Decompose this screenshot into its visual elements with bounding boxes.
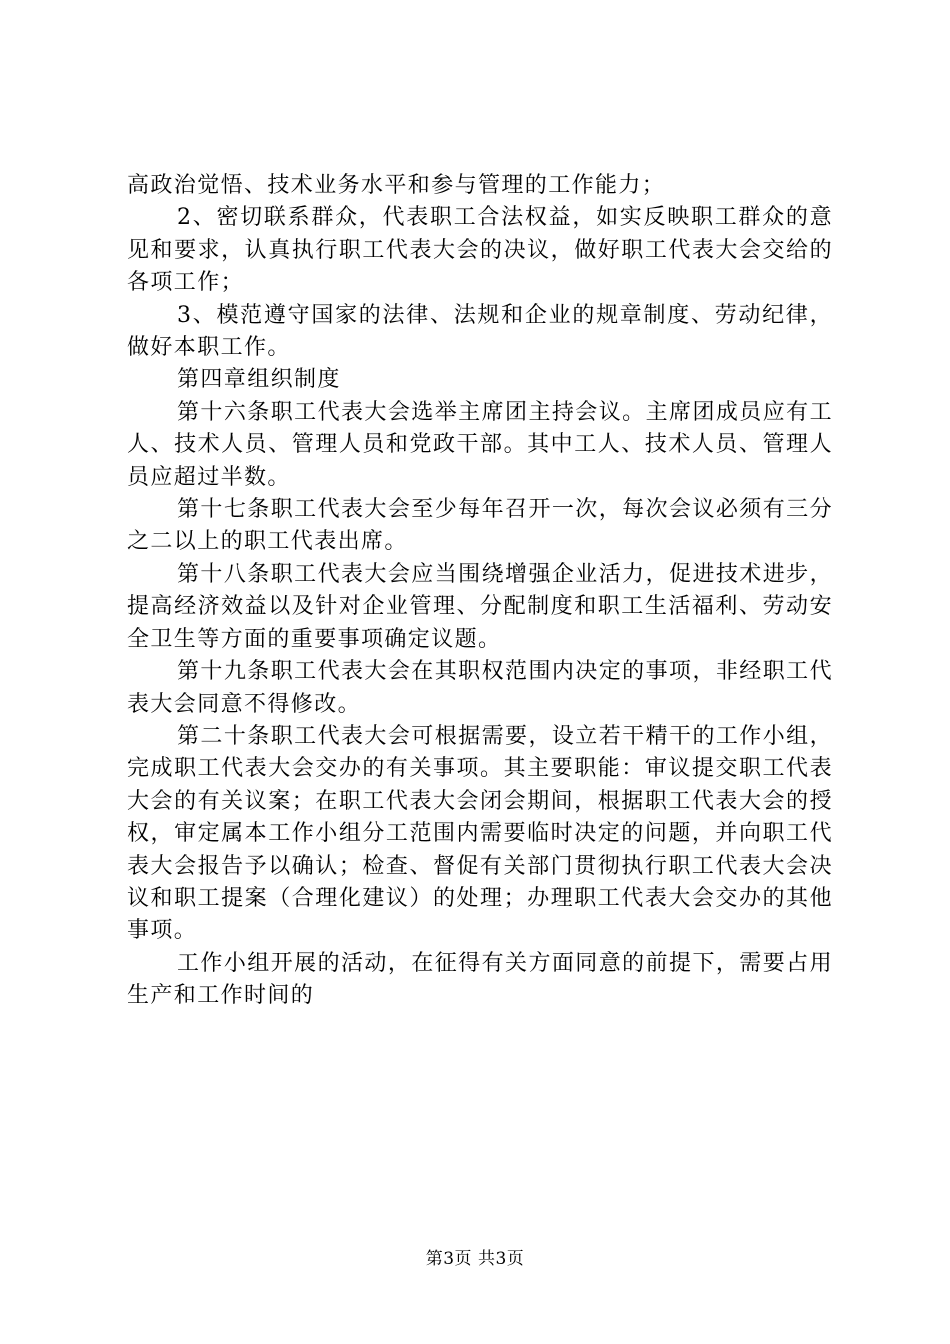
paragraph-continuation: 高政治觉悟、技术业务水平和参与管理的工作能力； [127, 173, 666, 198]
page-footer [0, 1244, 950, 1269]
article-16: 第十六条职工代表大会选举主席团主持会议。主席团成员应有工人、技术人员、管理人员和党政干部。其中工人、技术人员、管理人员应超过半数。 [127, 399, 833, 490]
paragraph-working-group: 工作小组开展的活动，在征得有关方面同意的前提下，需要占用生产和工作时间的 [127, 950, 833, 1009]
document-body [127, 170, 833, 1013]
page-number: 第3页 共3页 [425, 1249, 525, 1269]
article-19: 第十九条职工代表大会在其职权范围内决定的事项，非经职工代表大会同意不得修改。 [127, 659, 833, 717]
article-18: 第十八条职工代表大会应当围绕增强企业活力，促进技术进步，提高经济效益以及针对企业管理、分配制度和职工生活福利、劳动安全卫生等方面的重要事项确定议题。 [127, 561, 833, 652]
article-17: 第十七条职工代表大会至少每年召开一次，每次会议必须有三分之二以上的职工代表出席。 [127, 497, 833, 555]
paragraph-item-3: 3、模范遵守国家的法律、法规和企业的规章制度、劳动纪律，做好本职工作。 [127, 302, 833, 361]
chapter-heading: 第四章组织制度 [177, 367, 341, 393]
article-20: 第二十条职工代表大会可根据需要，设立若干精干的工作小组，完成职工代表大会交办的有关事项。其主要职能：审议提交职工代表大会的有关议案；在职工代表大会闭会期间，根据职工代表大会的授权，审定属本工作小组分工范围内需要临时决定的问题，并向职工代表大会报告予以确认；检查、督促有关部门贯彻执行职工代表大会决议和职工提案（合理化建议）的处理；办理职工代表大会交办的其他事项。 [127, 723, 833, 944]
paragraph-item-2: 2、密切联系群众，代表职工合法权益，如实反映职工群众的意见和要求，认真执行职工代表大会的决议，做好职工代表大会交给的各项工作； [127, 205, 833, 296]
